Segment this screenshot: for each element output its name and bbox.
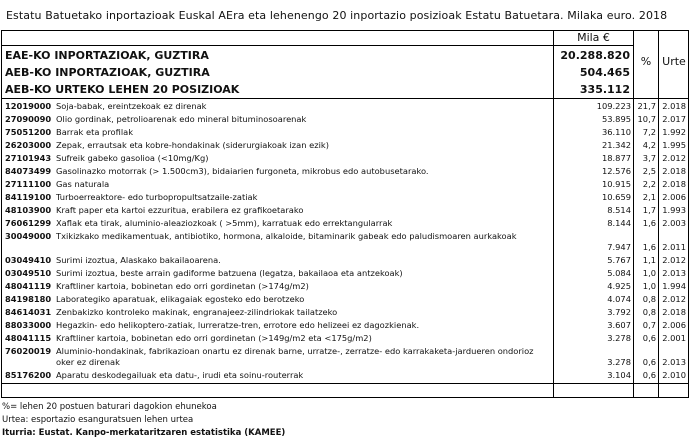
row-value: 53.895: [601, 114, 631, 124]
table-row: [1, 203, 689, 216]
row-description: Laborategiko aparatuak, elikagaiak egosteko edo berotzeko: [56, 294, 305, 304]
last-row-divider: [1, 383, 689, 384]
row-value: 3.792: [607, 307, 631, 317]
header-divider: [553, 45, 633, 46]
row-description: Xaflak eta tirak, aluminio-aleaziozkoak ( >5mm), karratuak edo errektangularrak: [56, 218, 393, 228]
row-year: 2.003: [662, 218, 686, 228]
row-percent: 1,7: [642, 205, 656, 215]
row-description: Zepak, errautsak eta kobre-hondakinak (siderurgiakoak izan ezik): [56, 140, 329, 150]
row-year: 1.995: [662, 140, 686, 150]
row-code: 27111100: [5, 179, 52, 189]
table-row: [1, 318, 689, 331]
row-description: Sufreik gabeko gasolioa (<10mg/Kg): [56, 153, 209, 163]
row-year: 1.994: [662, 281, 686, 291]
row-value: 5.767: [607, 255, 631, 265]
note-percent: %= lehen 20 postuen baturari dagokion ehunekoa: [2, 402, 217, 412]
row-percent: 7,2: [642, 127, 656, 137]
row-code: 84073499: [5, 166, 52, 176]
row-description: Zenbakizko kontroleko makinak, engranajeez-zilindriokak tailatzeko: [56, 307, 338, 317]
summary-label-top20: AEB-KO URTEKO LEHEN 20 POSIZIOAK: [5, 83, 240, 96]
row-year: 2.012: [662, 294, 686, 304]
row-percent: 1,0: [642, 281, 656, 291]
row-year: 2.013: [662, 268, 686, 278]
row-value: 12.576: [601, 166, 631, 176]
table-row: [1, 151, 689, 164]
row-description: Gasolinazko motorrak (> 1.500cm3), bidaiarien furgoneta, mikrobus edo autobusetarako.: [56, 166, 429, 176]
row-year: 1.992: [662, 127, 686, 137]
row-value: 36.110: [601, 127, 631, 137]
row-percent: 4,2: [642, 140, 656, 150]
row-year: 2.018: [662, 179, 686, 189]
table-row: [1, 279, 689, 292]
table-row: [1, 253, 689, 266]
row-percent: 2,1: [642, 192, 656, 202]
row-description: Aluminio-hondakinak, fabrikazioan onartu ez direnak barne, urratze-, zerratze- edo karrakaketa-jardueren ondorioz oker ez direnak: [56, 346, 534, 367]
table-row: [1, 229, 689, 253]
row-year: 2.010: [662, 370, 686, 380]
table-row: [1, 292, 689, 305]
row-description: Soja-babak, ereintzekoak ez direnak: [56, 101, 207, 111]
row-code: 03049510: [5, 268, 52, 278]
table-row: [1, 266, 689, 279]
row-code: 84119100: [5, 192, 52, 202]
row-percent: 0,6: [642, 370, 656, 380]
row-value: 5.084: [607, 268, 631, 278]
table-row: [1, 331, 689, 344]
row-code: 30049000: [5, 231, 52, 241]
row-value: 3.104: [607, 370, 631, 380]
row-year: 2.013: [662, 357, 686, 367]
row-code: 84198180: [5, 294, 52, 304]
row-year: 2.011: [662, 242, 686, 252]
row-value: 4.925: [607, 281, 631, 291]
row-percent: 10,7: [637, 114, 656, 124]
table-row: [1, 125, 689, 138]
row-code: 76020019: [5, 346, 52, 356]
row-value: 10.915: [601, 179, 631, 189]
row-code: 76061299: [5, 218, 52, 228]
table-row: [1, 164, 689, 177]
row-code: 12019000: [5, 101, 52, 111]
row-description: Kraftliner kartoia, bobinetan edo orri gordinetan (>149g/m2 eta <175g/m2): [56, 333, 372, 343]
row-percent: 2,5: [642, 166, 656, 176]
row-value: 3.607: [607, 320, 631, 330]
row-code: 26203000: [5, 140, 52, 150]
row-description: Olio gordinak, petrolioarenak edo mineral bituminosoarenak: [56, 114, 307, 124]
row-year: 2.006: [662, 192, 686, 202]
table-row: [1, 138, 689, 151]
note-year: Urtea: esportazio esanguratsuen lehen urtea: [2, 415, 194, 425]
row-value: 8.514: [607, 205, 631, 215]
row-year: 1.993: [662, 205, 686, 215]
row-value: 8.144: [607, 218, 631, 228]
row-code: 88033000: [5, 320, 52, 330]
table-row: [1, 99, 689, 112]
row-percent: 2,2: [642, 179, 656, 189]
row-description: Surimi izoztua, Alaskako bakailaoarena.: [56, 255, 221, 265]
row-description: Kraft paper eta kartoi ezzuritua, erabilera ez grafikoetarako: [56, 205, 304, 215]
row-percent: 0,7: [642, 320, 656, 330]
row-percent: 3,7: [642, 153, 656, 163]
row-description: Hegazkin- edo helikoptero-zatiak, lurreratze-tren, errotore edo helizeei ez dagozkienak.: [56, 320, 420, 330]
row-value: 18.877: [601, 153, 631, 163]
row-code: 48041119: [5, 281, 52, 291]
column-header-percent: %: [640, 55, 652, 68]
row-description: Barrak eta profilak: [56, 127, 134, 137]
summary-label-aeb-total: AEB-KO INPORTAZIOAK, GUZTIRA: [5, 66, 210, 79]
summary-value-top20: 335.112: [579, 83, 630, 96]
column-header-urte: Urte: [662, 55, 686, 68]
row-value: 4.074: [607, 294, 631, 304]
summary-top-divider: [1, 45, 554, 46]
row-percent: 21,7: [637, 101, 656, 111]
row-year: 2.012: [662, 255, 686, 265]
summary-label-eae-total: EAE-KO INPORTAZIOAK, GUZTIRA: [5, 49, 209, 62]
row-percent: 1,6: [642, 242, 656, 252]
row-year: 2.018: [662, 166, 686, 176]
table-row: [1, 344, 689, 368]
row-value: 3.278: [607, 357, 631, 367]
row-description: Txikizkako medikamentuak, antibiotiko, hormona, alkaloide, bitaminarik gabeak edo paludismoaren aurkakoak: [56, 231, 517, 241]
row-code: 84614031: [5, 307, 52, 317]
summary-value-aeb-total: 504.465: [579, 66, 630, 79]
row-value: 7.947: [607, 242, 631, 252]
table-title: Estatu Batuetako inportazioak Euskal AEra eta lehenengo 20 inportazio posizioak Estatu Batuetara. Milaka euro. 2018: [6, 9, 668, 22]
row-description: Kraftliner kartoia, bobinetan edo orri gordinetan (>174g/m2): [56, 281, 309, 291]
row-percent: 0,6: [642, 357, 656, 367]
row-code: 27101943: [5, 153, 52, 163]
row-percent: 1,0: [642, 268, 656, 278]
table-row: [1, 112, 689, 125]
table-row: [1, 368, 689, 381]
row-percent: 1,6: [642, 218, 656, 228]
row-year: 2.018: [662, 307, 686, 317]
summary-value-eae-total: 20.288.820: [560, 49, 630, 62]
row-code: 85176200: [5, 370, 52, 380]
table-row: [1, 216, 689, 229]
table-row: [1, 305, 689, 318]
row-percent: 0,6: [642, 333, 656, 343]
row-percent: 0,8: [642, 294, 656, 304]
row-code: 03049410: [5, 255, 52, 265]
row-percent: 1,1: [642, 255, 656, 265]
note-source: Iturria: Eustat. Kanpo-merkataritzaren estatistika (KAMEE): [2, 428, 286, 438]
row-value: 109.223: [596, 101, 631, 111]
row-code: 75051200: [5, 127, 52, 137]
table-row: [1, 190, 689, 203]
table-row: [1, 177, 689, 190]
row-value: 3.278: [607, 333, 631, 343]
column-header-mila-euro: Mila €: [577, 31, 610, 44]
row-percent: 0,8: [642, 307, 656, 317]
row-description: Surimi izoztua, beste arrain gadiforme batzuena (legatza, bakailaoa eta antzekoak): [56, 268, 403, 278]
row-year: 2.006: [662, 320, 686, 330]
row-description: Aparatu deskodegailuak eta datu-, irudi eta soinu-routerrak: [56, 370, 304, 380]
row-description: Gas naturala: [56, 179, 110, 189]
row-code: 27090090: [5, 114, 52, 124]
row-value: 21.342: [601, 140, 631, 150]
row-year: 2.001: [662, 333, 686, 343]
row-code: 48103900: [5, 205, 52, 215]
row-year: 2.018: [662, 101, 686, 111]
row-year: 2.017: [662, 114, 686, 124]
row-code: 48041115: [5, 333, 52, 343]
row-description: Turboerreaktore- edo turbopropultsatzaile-zatiak: [56, 192, 258, 202]
row-year: 2.012: [662, 153, 686, 163]
row-value: 10.659: [601, 192, 631, 202]
